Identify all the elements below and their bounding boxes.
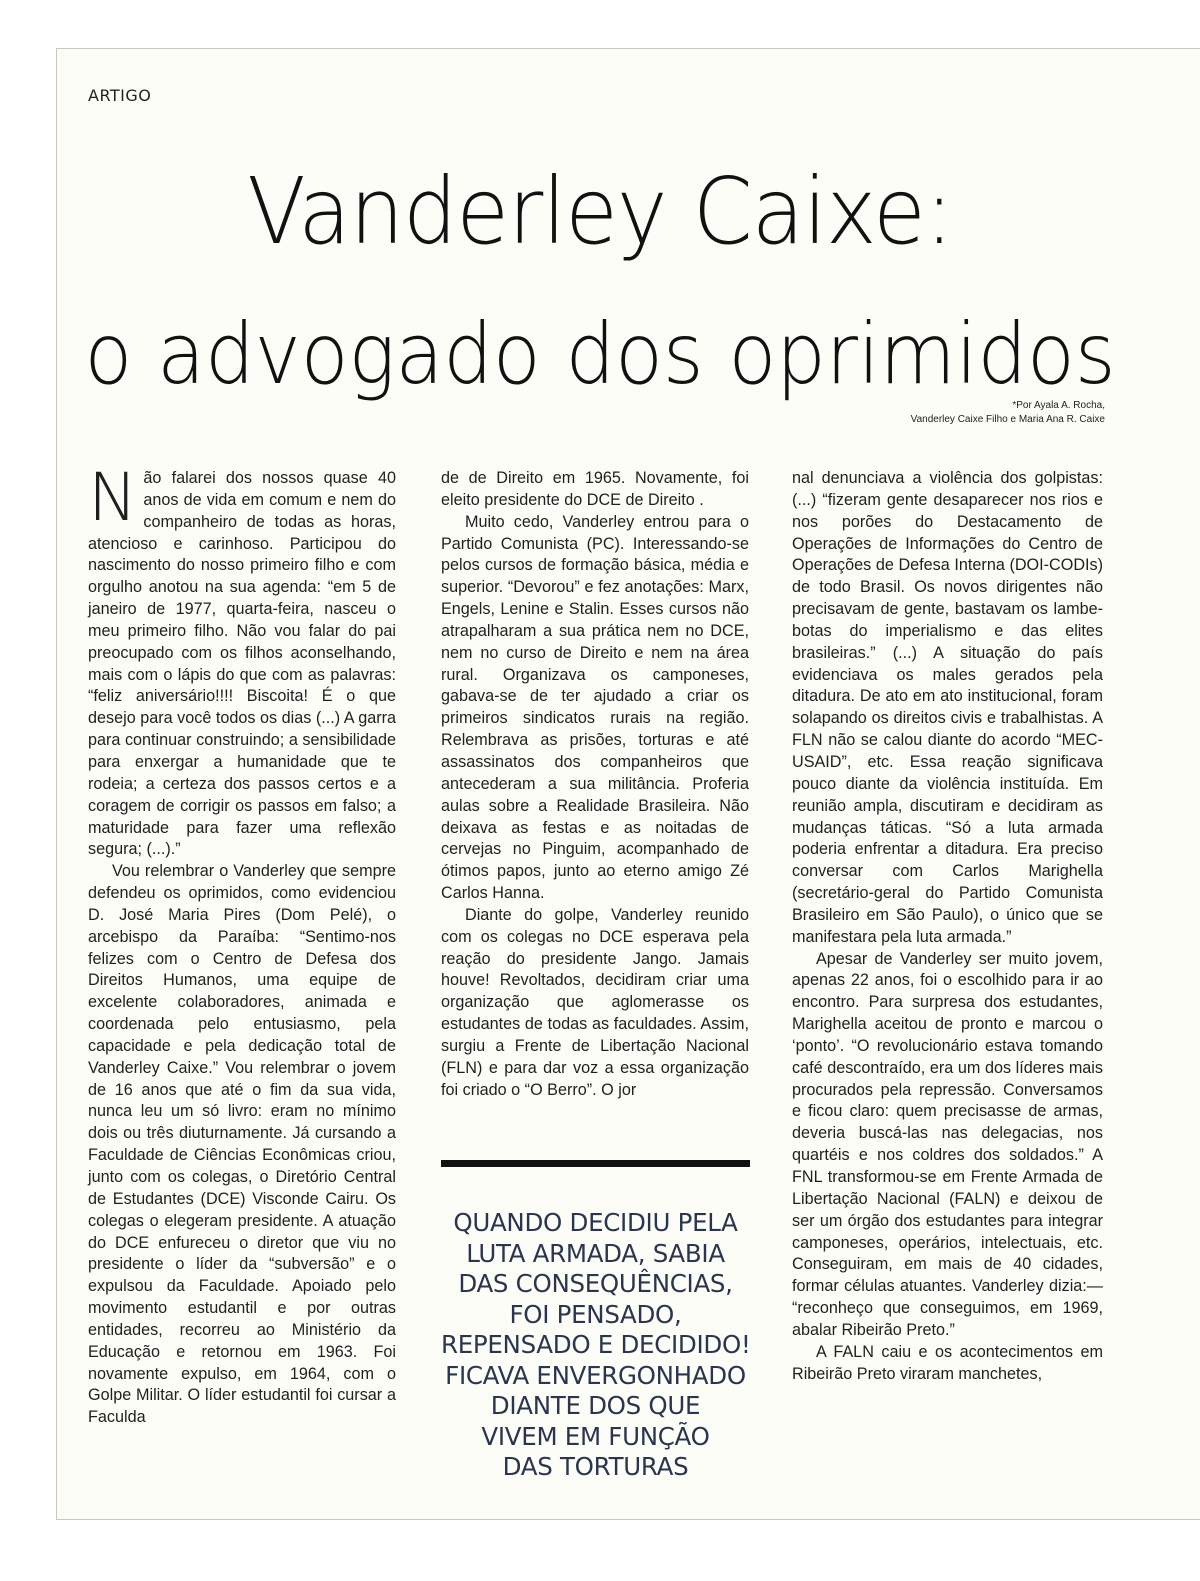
paragraph: nal denunciava a violência dos golpistas: (...) “fizeram gente desaparecer nos rios e nos porões do Destacamento de Operações de Informações do Centro de Operações de Defesa Interna (DOI-CODIs) de todo Brasil. Os novos dirigentes não precisavam de gente, bastavam os lambe-botas do imperialismo e das elites brasileiras.” (...) A situação do país evidenciava os males gerados pela ditadura. De ato em ato institucional, foram solapando os direitos civis e trabalhistas. A FLN não se calou diante do acordo “MEC-USAID”, etc. Essa reação significava pouco diante da violência instituída. Em reunião ampla, discutiram e decidiram as mudanças táticas. “Só a luta armada poderia enfrentar a ditadura. Era preciso conversar com Carlos Marighella (secretário-geral do Partido Comunista Brasileiro em São Paulo), o único que se manifestara pela luta armada.”: [792, 469, 1103, 946]
pull-quote-line: LUTA ARMADA, SABIA: [466, 1238, 725, 1268]
paragraph: Vou relembrar o Vanderley que sempre defendeu os oprimidos, como evidenciou D. José Maria Pires (Dom Pelé), o arcebispo da Paraíba: “Sentimo-nos felizes com o Centro de Defesa dos Direitos Humanos, uma equipe de excelente colaboradores, animada e coordenada pelo entusiasmo, pela capacidade e pela dedicação total de Vanderley Caixe.” Vou relembrar o jovem de 16 anos que até o fim da sua vida, nunca leu um só livro: eram no mínimo dois ou três diuturnamente. Já cursando a Faculdade de Ciências Econômicas criou, junto com os colegas, o Diretório Central de Estudantes (DCE) Visconde Cairu. Os colegas o elegeram presidente. A atuação do DCE enfureceu o diretor que viu no presidente o líder da “subversão” e o expulsou da Faculdade. Apoiado pelo movimento estudantil e por outras entidades, recorreu ao Ministério da Educação e retornou em 1963. Foi novamente expulso, em 1964, com o Golpe Militar. O líder estudantil foi cursar a Faculda: [88, 862, 396, 1427]
pull-quote-line: FICAVA ENVERGONHADO: [445, 1360, 746, 1390]
paragraph-text: ão falarei dos nossos quase 40 anos de vida em comum e nem do companheiro de todas as horas, atencioso e carinhoso. Participou do nascimento do nosso primeiro filho e com orgulho anotou na sua agenda: “em 5 de janeiro de 1977, quarta-feira, nasceu o meu primeiro filho. Não vou falar do pai preocupado com os filhos aconselhando, mais com o lápis do que com as palavras: “feliz aniversário!!!! Biscoita! É o que desejo para você todos os dias (...) A garra para continuar construindo; a sensibilidade para enxergar a humanidade que te rodeia; a certeza dos passos certos e a coragem de corrigir os passos em falso; a maturidade para fazer uma reflexão segura; (...).”: [88, 469, 396, 859]
pullquote-rule: [441, 1160, 750, 1167]
text-column-1: [88, 459, 396, 1429]
text-column-2: [441, 468, 749, 1101]
pull-quote-line: FOI PENSADO,: [509, 1299, 682, 1329]
byline: [911, 399, 1105, 427]
paragraph: A FALN caiu e os acontecimentos em Ribeirão Preto viraram manchetes,: [792, 1342, 1103, 1383]
paragraph: Muito cedo, Vanderley entrou para o Partido Comunista (PC). Interessando-se pelos cursos de formação básica, média e superior. “Devorou” e fez anotações: Marx, Engels, Lenine e Stalin. Esses cursos não atrapalharam a sua prática nem no DCE, nem no curso de Direito e nem na área rural. Organizava os camponeses, gabava-se de ter ajudado a criar os primeiros sindicatos rurais na região. Relembrava as prisões, torturas e até assassinatos dos companheiros que antecederam a sua militância. Proferia aulas sobre a Realidade Brasileira. Não deixava as festas e as noitadas de cervejas no Pinguim, acompanhado de ótimos papos, junto ao eterno amigo Zé Carlos Hanna.: [441, 512, 749, 903]
byline-line-2: Vanderley Caixe Filho e Maria Ana R. Caixe: [910, 414, 1105, 425]
paragraph: Diante do golpe, Vanderley reunido com os colegas no DCE esperava pela reação do presidente Jango. Jamais houve! Revoltados, decidiram criar uma organização que aglomerasse os estudantes de todas as faculdades. Assim, surgiu a Frente de Libertação Nacional (FLN) e para dar voz a essa organização foi criado o “O Berro”. O jor: [441, 905, 749, 1099]
pull-quote-line: VIVEM EM FUNÇÃO: [481, 1421, 710, 1451]
pull-quote-line: DAS CONSEQUÊNCIAS,: [458, 1269, 733, 1298]
text-column-3: [792, 468, 1103, 1385]
pull-quote-line: QUANDO DECIDIU PELA: [453, 1208, 738, 1237]
section-label: ARTIGO: [88, 86, 152, 105]
paragraph: de de Direito em 1965. Novamente, foi eleito presidente do DCE de Direito .: [441, 469, 749, 509]
pull-quote-line: REPENSADO E DECIDIDO!: [441, 1330, 751, 1359]
byline-line-1: *Por Ayala A. Rocha,: [1012, 400, 1105, 411]
pull-quote-line: DAS TORTURAS: [502, 1452, 689, 1481]
pull-quote: [441, 1208, 750, 1483]
article-subtitle: o advogado dos oprimidos: [84, 305, 1116, 403]
pull-quote-line: DIANTE DOS QUE: [490, 1391, 701, 1420]
paragraph: Apesar de Vanderley ser muito jovem, apenas 22 anos, foi o escolhido para ir ao encontro. Para surpresa dos estudantes, Marighella aceitou de pronto e marcou o ‘ponto’. “O revolucionário estava tomando café descontraído, era um dos líderes mais procurados pela repressão. Conversamos e ficou claro: quem precisasse de armas, deveria buscá-las nas delegacias, nos quartéis e nos coldres dos soldados.” A FNL transformou-se em Frente Armada de Libertação Nacional (FALN) e deixou de ser um órgão dos estudantes para integrar camponeses, operários, intelectuais, etc. Conseguiram, em mais de 40 cidades, formar células atuantes. Vanderley dizia:— “reconheço que conseguimos, em 1969, abalar Ribeirão Preto.”: [792, 949, 1103, 1339]
article-title: Vanderley Caixe:: [247, 158, 953, 265]
drop-cap: N: [88, 459, 138, 536]
paragraph: [88, 459, 396, 861]
